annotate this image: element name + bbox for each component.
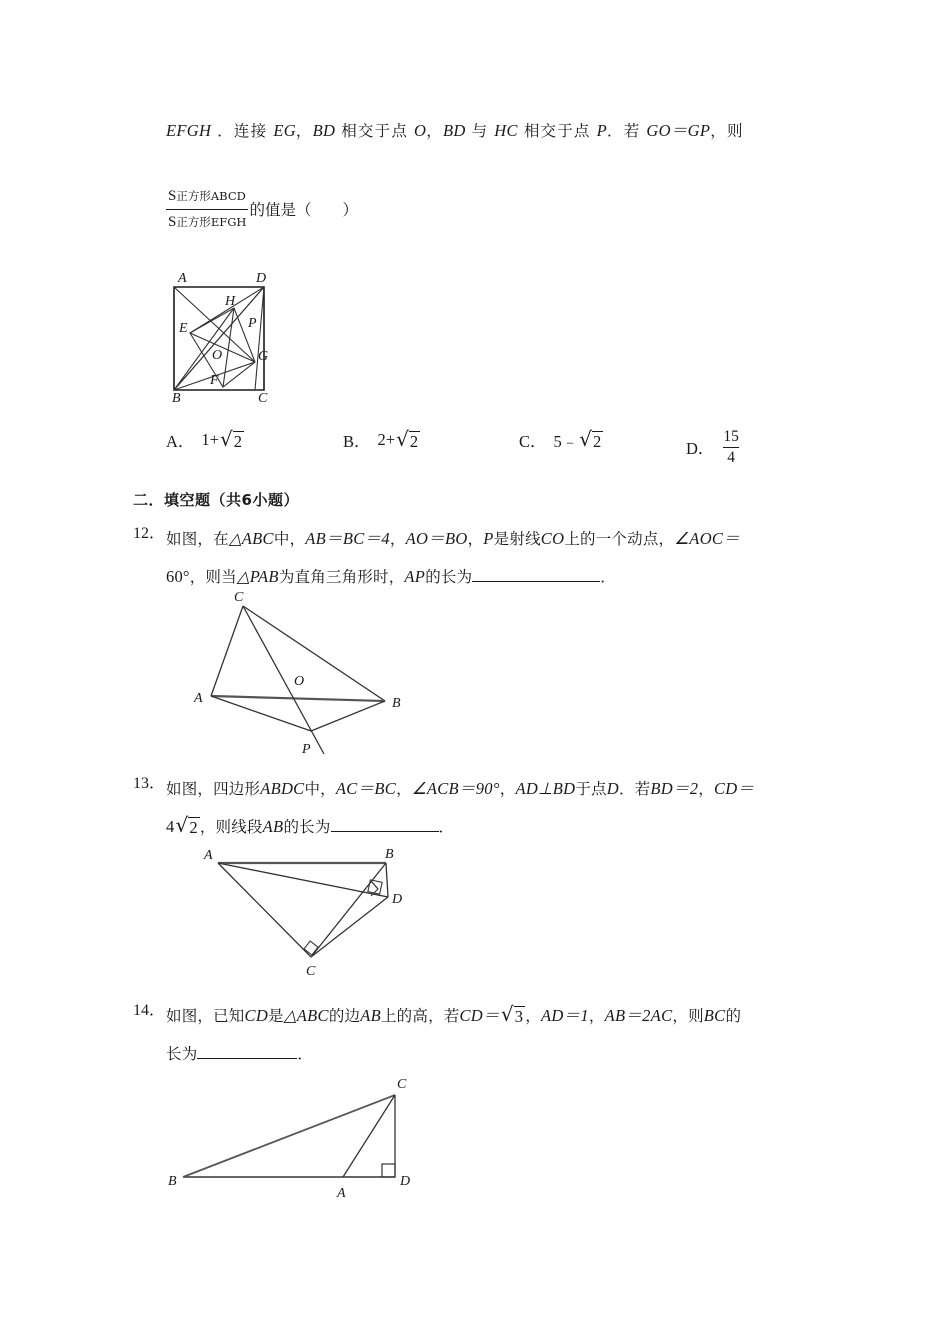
radical-sign-icon: √ [219, 426, 233, 451]
q13-l1-comma1: ， [396, 780, 412, 798]
q14-l2-t1: 长为 [166, 1045, 198, 1063]
figure-14-labels [168, 1077, 410, 1201]
radical-sign-icon: √ [500, 1002, 514, 1026]
question-13-line-2 [166, 808, 838, 846]
option-a-radicand: 2 [233, 431, 242, 451]
q13-l1-ad-perp-bd: AD⊥BD [515, 779, 576, 798]
q13-l1-cd-eq: CD＝ [714, 779, 755, 798]
question-13 [133, 770, 838, 846]
area-ratio-fraction [166, 185, 248, 233]
q12-l1-t3: 中， [273, 530, 306, 548]
q14-l1-ab-2ac: AB＝2AC [604, 1006, 673, 1025]
q13-l1-comma2: ， [499, 780, 516, 798]
option-c[interactable] [519, 428, 603, 452]
right-angle-mark-d-2 [371, 881, 378, 889]
option-d-tag: D． [686, 439, 715, 459]
option-b[interactable] [343, 428, 420, 452]
label-c: C [397, 1077, 407, 1092]
option-a[interactable] [166, 428, 244, 452]
option-d-fraction [723, 428, 739, 467]
q13-l1-angle-acb: ∠ACB＝90° [411, 779, 500, 798]
q12-l1-t9: 是射线 [493, 530, 541, 548]
q11-text-intersect-1: 相交于点 [341, 122, 409, 140]
question-13-number: 13． [133, 775, 166, 792]
option-b-tag: B． [343, 432, 371, 451]
q14-answer-blank[interactable] [197, 1045, 297, 1059]
q12-l2-triangle-pab: △PAB [236, 567, 279, 586]
radical-sign-icon: √ [579, 426, 593, 451]
q13-l1-bd-2: BD＝2 [650, 779, 699, 798]
q13-l2-coef4: 4 [166, 817, 175, 836]
label-c: C [234, 590, 244, 605]
q11-text-bd-1: BD [312, 121, 336, 140]
label-d: D [256, 271, 267, 286]
segment-cb [243, 606, 385, 701]
q13-answer-blank[interactable] [331, 818, 439, 832]
q11-text-connect: ．连接 [217, 122, 268, 140]
q12-answer-blank[interactable] [472, 568, 600, 582]
question-12 [133, 520, 838, 596]
q13-l1-t1: 如图，四边形 [166, 780, 261, 798]
label-d: D [392, 892, 403, 907]
question-13-line-1 [166, 770, 838, 808]
q11-text-hc: HC [494, 121, 518, 140]
option-a-tag: A． [166, 432, 195, 451]
option-d-fraction-bar [723, 447, 739, 448]
question-14-line-2 [166, 1035, 838, 1073]
q14-l1-cd: CD [244, 1006, 269, 1025]
question-13-figure [166, 845, 406, 980]
numerator-subscript: 正方形ABCD [176, 189, 246, 203]
q14-l1-ad-1: AD＝1 [540, 1006, 589, 1025]
option-c-sqrt [579, 426, 603, 451]
q13-sqrt [175, 813, 199, 837]
segment-ac [343, 1095, 395, 1177]
fraction-bar [166, 209, 248, 210]
option-b-radicand: 2 [409, 431, 419, 451]
label-c: C [258, 391, 268, 405]
question-12-number: 12． [133, 525, 166, 542]
question-12-body [166, 520, 838, 596]
q13-l1-abdc: ABDC [260, 779, 305, 798]
q13-l1-t9: 于点 [575, 780, 607, 798]
label-c: C [306, 964, 316, 979]
q13-l2-t2: ，则线段 [199, 818, 263, 836]
question-11-tail [166, 112, 744, 150]
q14-l2-period: ． [297, 1045, 314, 1063]
q11-text-then: ，则 [710, 122, 744, 140]
q11-text-eg: EG [273, 121, 296, 140]
question-14-body [166, 997, 838, 1073]
label-e: E [179, 321, 188, 336]
q11-text-p: P [596, 121, 608, 140]
option-a-prefix: 1+ [201, 430, 219, 449]
q11-comma-2: ， [426, 122, 443, 140]
label-f: F [210, 373, 219, 388]
q13-l1-t11: ．若 [618, 780, 651, 798]
label-o: O [294, 674, 305, 689]
q13-l2-period: ． [438, 818, 455, 836]
question-11-options [166, 428, 826, 478]
q13-l2-ab: AB [262, 817, 284, 836]
q12-l2-t4: 为直角三角形时， [278, 568, 405, 586]
label-b: B [168, 1174, 177, 1189]
option-c-tag: C． [519, 432, 547, 451]
segment-cd [311, 897, 388, 957]
q12-l2-t6: 的长为 [425, 568, 473, 586]
label-p: P [302, 742, 311, 757]
figure-11-svg [166, 265, 301, 405]
q14-l1-t15: 的 [725, 1007, 742, 1025]
q14-l1-triangle-abc: △ABC [283, 1006, 329, 1025]
question-13-body [166, 770, 838, 846]
q13-radicand: 2 [189, 818, 198, 837]
segment-bd [386, 863, 388, 897]
option-d-denominator: 4 [727, 448, 736, 466]
right-angle-square-d [382, 1164, 395, 1177]
q13-l1-comma3: ， [698, 780, 714, 798]
figure-13-svg [166, 845, 406, 980]
segment-ap [211, 696, 311, 731]
q12-l1-triangle-abc: △ABC [228, 529, 274, 548]
q14-l1-t1: 如图，已知 [166, 1007, 245, 1025]
question-12-line-1 [166, 520, 838, 558]
option-c-prefix: 5﹣ [553, 432, 579, 451]
q12-l1-angle-aoc: ∠AOC＝ [674, 529, 741, 548]
label-h: H [225, 294, 236, 309]
q11-comma-1: ， [295, 122, 313, 140]
q13-l1-t3: 中， [304, 780, 336, 798]
fraction-denominator [166, 211, 248, 234]
q12-l1-ao-bo: AO＝BO [405, 529, 468, 548]
q14-radicand: 3 [514, 1007, 524, 1026]
segment-d-c-inner [255, 287, 264, 390]
option-b-prefix: 2+ [377, 430, 396, 449]
q13-l1-ac-bc: AC＝BC [335, 779, 397, 798]
label-a: A [178, 271, 187, 286]
segment-cb [311, 863, 386, 957]
q14-l1-comma1: ， [525, 1007, 541, 1025]
radical-sign-icon: √ [396, 426, 409, 451]
q14-l1-ab: AB [360, 1006, 381, 1025]
q14-l1-t3: 是 [268, 1007, 284, 1025]
question-14-number: 14． [133, 1002, 166, 1019]
question-12-figure [166, 588, 406, 758]
question-11-tail-line [166, 112, 744, 150]
segment-ac [218, 863, 311, 957]
label-a: A [337, 1186, 346, 1201]
q12-l1-comma1: ， [389, 530, 406, 548]
question-11-figure [166, 265, 301, 405]
q14-l1-bc: BC [703, 1006, 726, 1025]
radical-sign-icon: √ [175, 813, 189, 837]
question-11-fraction-line [166, 185, 358, 233]
denominator-subscript: 正方形EFGH [176, 214, 247, 229]
q11-text-and: 与 [471, 122, 489, 140]
figure-12-labels [193, 590, 401, 757]
q12-l2-60deg: 60° [166, 567, 190, 586]
q13-l1-d: D [606, 779, 619, 798]
ray-co-through-p [243, 606, 324, 754]
q12-l2-period: ． [600, 568, 616, 586]
fraction-suffix: 的值是（ ） [249, 201, 358, 219]
segment-ac [211, 606, 243, 696]
figure-13-labels [203, 847, 402, 979]
q11-text-if: ．若 [607, 122, 641, 140]
q14-sqrt [500, 1002, 525, 1026]
section-heading: 二．填空题（共6小题） [133, 491, 299, 509]
option-d[interactable] [686, 428, 739, 467]
numerator-symbol: S [168, 188, 177, 204]
q12-l1-t1: 如图，在 [166, 530, 229, 548]
fraction-numerator [166, 185, 248, 208]
q14-l1-t7: 上的高，若 [380, 1007, 460, 1025]
question-14 [133, 997, 838, 1073]
label-o: O [212, 348, 223, 363]
q12-l1-co: CO [540, 529, 565, 548]
q11-text-intersect-2: 相交于点 [523, 122, 591, 140]
label-b: B [172, 391, 181, 405]
q12-l1-comma2: ， [467, 530, 484, 548]
q11-text-bd-2: BD [442, 121, 466, 140]
label-g: G [258, 349, 269, 364]
question-14-figure [166, 1072, 456, 1202]
q12-l2-t2: ，则当 [189, 568, 237, 586]
segment-ab [211, 696, 385, 701]
q14-l1-cd-eq: CD＝ [459, 1006, 500, 1025]
label-p: P [248, 316, 257, 331]
label-a: A [204, 848, 213, 863]
q11-text-efgh: EFGH [166, 121, 212, 140]
option-c-radicand: 2 [593, 431, 602, 451]
q11-text-go-gp: GO＝GP [646, 121, 711, 140]
segment-bc [183, 1095, 395, 1177]
option-d-numerator: 15 [723, 428, 739, 445]
q12-l1-p: P [483, 529, 494, 548]
label-a: A [194, 691, 203, 706]
q13-l2-t4: 的长为 [283, 818, 331, 836]
option-a-sqrt [219, 426, 244, 451]
q14-l1-comma2: ， [588, 1007, 605, 1025]
figure-12-svg [166, 588, 406, 758]
q12-l1-t11: 上的一个动点， [564, 530, 675, 548]
denominator-symbol: S [168, 213, 177, 230]
label-d: D [400, 1174, 411, 1189]
q14-l1-t13: ，则 [672, 1007, 704, 1025]
option-b-sqrt [396, 426, 420, 451]
question-14-line-1 [166, 997, 838, 1035]
segment-pb [311, 701, 385, 731]
q14-l1-t5: 的边 [328, 1007, 361, 1025]
q12-l2-ap: AP [404, 567, 426, 586]
q12-l1-ab-bc-4: AB＝BC＝4 [305, 529, 390, 548]
label-b: B [392, 696, 401, 711]
q11-text-o: O [414, 121, 427, 140]
figure-14-svg [166, 1072, 456, 1202]
label-b: B [385, 847, 394, 862]
